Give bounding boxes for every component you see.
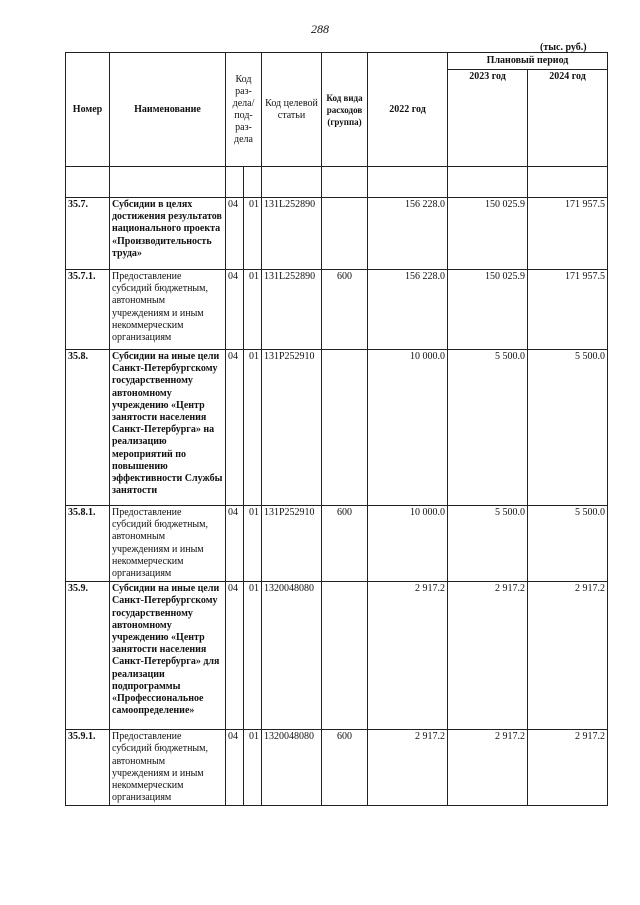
units-label: (тыс. руб.) [540,42,587,53]
row-target-code: 1320048080 [262,730,322,806]
row-name: Предоставление субсидий бюджетным, автономным учреждениям и иным некоммерческим организациям [110,270,226,350]
row-number: 35.7. [66,198,110,270]
row-razdel: 04 [226,582,244,730]
page-number: 288 [311,22,329,36]
row-amount-2024: 171 957.5 [528,198,608,270]
row-razdel: 04 [226,270,244,350]
row-amount-2024: 5 500.0 [528,506,608,582]
table-row [66,198,608,270]
row-amount-2024: 5 500.0 [528,350,608,506]
row-amount-2023: 150 025.9 [448,270,528,350]
row-amount-2023: 5 500.0 [448,506,528,582]
row-amount-2022: 10 000.0 [368,350,448,506]
header-section: Код раз-дела/ под-раз-дела [226,53,262,167]
row-razdel: 04 [226,350,244,506]
row-name: Субсидии на иные цели Санкт-Петербургскому государственному автономному учреждению «Центр занятости населения Санкт-Петербурга» для реализации подпрограммы «Профессиональное самоопределение» [110,582,226,730]
row-expense-code: 600 [322,270,368,350]
row-amount-2023: 2 917.2 [448,730,528,806]
table-row [66,730,608,806]
row-amount-2022: 156 228.0 [368,270,448,350]
header-target: Код целевой статьи [262,53,322,167]
row-number: 35.9. [66,582,110,730]
row-amount-2024: 2 917.2 [528,582,608,730]
header-2024: 2024 год [528,70,608,167]
row-amount-2022: 156 228.0 [368,198,448,270]
row-amount-2022: 2 917.2 [368,730,448,806]
row-podrazdel: 01 [244,582,262,730]
row-expense-code [322,350,368,506]
budget-table [65,52,608,806]
row-podrazdel: 01 [244,350,262,506]
header-expense-type: Код вида расходов (группа) [322,53,368,167]
row-name: Предоставление субсидий бюджетным, автономным учреждениям и иным некоммерческим организациям [110,506,226,582]
row-podrazdel: 01 [244,198,262,270]
row-amount-2023: 5 500.0 [448,350,528,506]
header-name: Наименование [110,53,226,167]
row-name: Субсидии в целях достижения результатов национального проекта «Производительность труда» [110,198,226,270]
row-expense-code [322,582,368,730]
row-target-code: 131L252890 [262,270,322,350]
row-target-code: 1320048080 [262,582,322,730]
row-amount-2022: 2 917.2 [368,582,448,730]
row-amount-2022: 10 000.0 [368,506,448,582]
table-body [66,167,608,806]
row-target-code: 131P252910 [262,350,322,506]
row-target-code: 131P252910 [262,506,322,582]
row-expense-code: 600 [322,506,368,582]
table-row [66,270,608,350]
row-name: Субсидии на иные цели Санкт-Петербургскому государственному автономному учреждению «Центр занятости населения Санкт-Петербурга» на реализацию мероприятий по повышению эффективности Службы занятости [110,350,226,506]
row-razdel: 04 [226,506,244,582]
row-number: 35.7.1. [66,270,110,350]
row-podrazdel: 01 [244,730,262,806]
row-number: 35.8.1. [66,506,110,582]
row-razdel: 04 [226,730,244,806]
row-number: 35.8. [66,350,110,506]
table-row [66,582,608,730]
header-2023: 2023 год [448,70,528,167]
row-target-code: 131L252890 [262,198,322,270]
row-amount-2024: 171 957.5 [528,270,608,350]
row-amount-2023: 150 025.9 [448,198,528,270]
table-row [66,350,608,506]
row-amount-2023: 2 917.2 [448,582,528,730]
row-expense-code: 600 [322,730,368,806]
header-2022: 2022 год [368,53,448,167]
row-podrazdel: 01 [244,506,262,582]
spacer-row [66,167,608,198]
row-razdel: 04 [226,198,244,270]
header-planned-period: Плановый период [448,53,608,70]
row-amount-2024: 2 917.2 [528,730,608,806]
row-name: Предоставление субсидий бюджетным, автономным учреждениям и иным некоммерческим организациям [110,730,226,806]
row-podrazdel: 01 [244,270,262,350]
row-number: 35.9.1. [66,730,110,806]
header-number: Номер [66,53,110,167]
row-expense-code [322,198,368,270]
table-row [66,506,608,582]
